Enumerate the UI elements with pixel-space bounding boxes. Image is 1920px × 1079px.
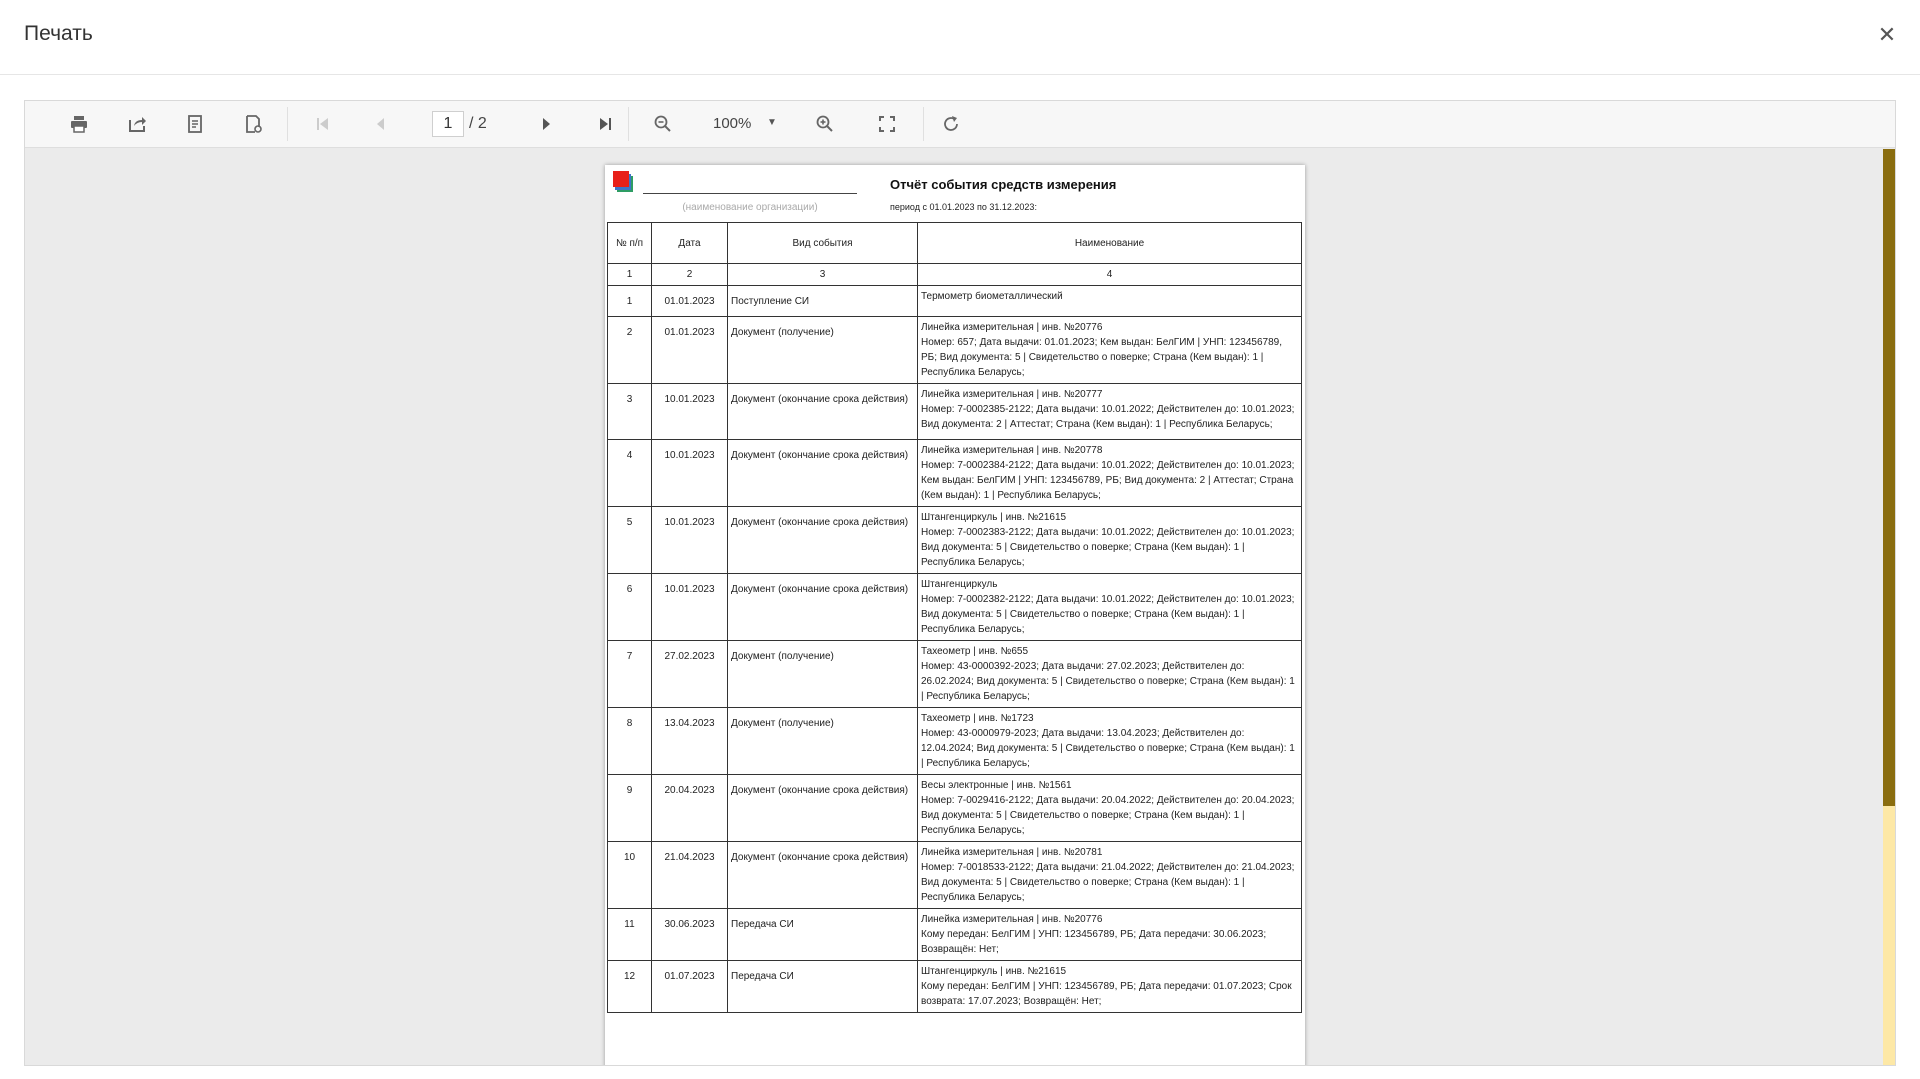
next-page-icon[interactable] [532, 110, 560, 138]
row-date: 01.01.2023 [652, 286, 728, 317]
row-number: 3 [608, 384, 652, 440]
table-row [608, 286, 1302, 317]
row-date: 01.07.2023 [652, 961, 728, 1013]
header-cell: Вид события [728, 223, 918, 264]
header-cell: Дата [652, 223, 728, 264]
header-cell: Наименование [918, 223, 1302, 264]
table-header-row [608, 223, 1302, 264]
report-period: период с 01.01.2023 по 31.12.2023: [890, 202, 1037, 212]
row-number: 7 [608, 641, 652, 708]
first-page-icon[interactable] [309, 110, 337, 138]
row-event-type: Документ (окончание срока действия) [728, 507, 918, 574]
row-number: 4 [608, 440, 652, 507]
toolbar-divider [287, 107, 288, 141]
column-number: 3 [728, 264, 918, 286]
print-icon[interactable] [65, 110, 93, 138]
row-date: 27.02.2023 [652, 641, 728, 708]
chevron-down-icon[interactable]: ▼ [767, 117, 777, 128]
scrollbar-thumb[interactable] [1883, 149, 1895, 806]
toolbar-divider [628, 107, 629, 141]
dialog-header [0, 0, 1920, 75]
last-page-icon[interactable] [591, 110, 619, 138]
org-caption: (наименование организации) [682, 202, 818, 213]
company-logo [613, 171, 635, 193]
row-event-type: Документ (окончание срока действия) [728, 574, 918, 641]
row-event-type: Документ (получение) [728, 641, 918, 708]
table-row [608, 440, 1302, 507]
row-date: 20.04.2023 [652, 775, 728, 842]
pdf-viewer [24, 100, 1896, 1066]
table-row [608, 384, 1302, 440]
row-date: 10.01.2023 [652, 574, 728, 641]
row-number: 2 [608, 317, 652, 384]
table-row [608, 574, 1302, 641]
row-name: Штангенциркуль | инв. №21615 Номер: 7-0002383-2122; Дата выдачи: 10.01.2022; Действителен до: 10.01.2023; Вид документа: 5 | Свидетельство о поверке; Страна (Кем выдан): 1 | Республика Беларусь; [918, 507, 1302, 574]
row-event-type: Документ (окончание срока действия) [728, 775, 918, 842]
row-name: Штангенциркуль | инв. №21615 Кому передан: БелГИМ | УНП: 123456789, РБ; Дата передачи: 01.07.2023; Срок возврата: 17.07.2023; Возвращён: Нет; [918, 961, 1302, 1013]
row-number: 6 [608, 574, 652, 641]
toolbar-divider [923, 107, 924, 141]
dialog-title: Печать [24, 22, 93, 45]
row-event-type: Документ (получение) [728, 317, 918, 384]
zoom-in-icon[interactable] [811, 110, 839, 138]
row-date: 10.01.2023 [652, 507, 728, 574]
column-number: 2 [652, 264, 728, 286]
column-number: 4 [918, 264, 1302, 286]
column-number: 1 [608, 264, 652, 286]
close-icon[interactable]: ✕ [1877, 22, 1897, 47]
row-number: 12 [608, 961, 652, 1013]
previous-page-icon[interactable] [367, 110, 395, 138]
report-table [607, 222, 1302, 1013]
table-row [608, 641, 1302, 708]
row-date: 10.01.2023 [652, 440, 728, 507]
row-name: Штангенциркуль Номер: 7-0002382-2122; Дата выдачи: 10.01.2022; Действителен до: 10.01.2023; Вид документа: 5 | Свидетельство о поверке; Страна (Кем выдан): 1 | Республика Беларусь; [918, 574, 1302, 641]
row-date: 10.01.2023 [652, 384, 728, 440]
row-date: 21.04.2023 [652, 842, 728, 909]
row-event-type: Поступление СИ [728, 286, 918, 317]
row-event-type: Документ (окончание срока действия) [728, 384, 918, 440]
row-name: Термометр биометаллический [918, 286, 1302, 317]
report-title: Отчёт события средств измерения [890, 177, 1117, 192]
org-name-line [643, 193, 857, 194]
row-number: 10 [608, 842, 652, 909]
refresh-icon[interactable] [937, 110, 965, 138]
table-row [608, 961, 1302, 1013]
row-name: Линейка измерительная | инв. №20781 Номер: 7-0018533-2122; Дата выдачи: 21.04.2022; Действителен до: 21.04.2023; Вид документа: 5 | Свидетельство о поверке; Страна (Кем выдан): 1 | Республика Беларусь; [918, 842, 1302, 909]
row-number: 11 [608, 909, 652, 961]
row-number: 8 [608, 708, 652, 775]
row-number: 9 [608, 775, 652, 842]
table-row [608, 507, 1302, 574]
row-name: Линейка измерительная | инв. №20776 Номер: 657; Дата выдачи: 01.01.2023; Кем выдан: БелГИМ | УНП: 123456789, РБ; Вид документа: 5 | Свидетельство о поверке; Страна (Кем выдан): 1 | Республика Беларусь; [918, 317, 1302, 384]
row-name: Тахеометр | инв. №1723 Номер: 43-0000979-2023; Дата выдачи: 13.04.2023; Действителен до: 12.04.2024; Вид документа: 5 | Свидетельство о поверке; Страна (Кем выдан): 1 | Республика Беларусь; [918, 708, 1302, 775]
table-row [608, 708, 1302, 775]
table-row [608, 317, 1302, 384]
row-name: Линейка измерительная | инв. №20777 Номер: 7-0002385-2122; Дата выдачи: 10.01.2022; Действителен до: 10.01.2023; Вид документа: 2 | Аттестат; Страна (Кем выдан): 1 | Республика Беларусь; [918, 384, 1302, 440]
row-number: 5 [608, 507, 652, 574]
table-row [608, 909, 1302, 961]
zoom-out-icon[interactable] [649, 110, 677, 138]
zoom-level[interactable]: 100% [713, 115, 752, 132]
row-name: Тахеометр | инв. №655 Номер: 43-0000392-2023; Дата выдачи: 27.02.2023; Действителен до: 26.02.2024; Вид документа: 5 | Свидетельство о поверке; Страна (Кем выдан): 1 | Республика Беларусь; [918, 641, 1302, 708]
fullscreen-icon[interactable] [873, 110, 901, 138]
row-date: 13.04.2023 [652, 708, 728, 775]
row-event-type: Документ (окончание срока действия) [728, 842, 918, 909]
table-row [608, 842, 1302, 909]
row-date: 30.06.2023 [652, 909, 728, 961]
row-event-type: Передача СИ [728, 909, 918, 961]
row-event-type: Передача СИ [728, 961, 918, 1013]
row-name: Линейка измерительная | инв. №20778 Номер: 7-0002384-2122; Дата выдачи: 10.01.2022; Действителен до: 10.01.2023; Кем выдан: БелГИМ | УНП: 123456789, РБ; Вид документа: 2 | Аттестат; Страна (Кем выдан): 1 | Республика Беларусь; [918, 440, 1302, 507]
document-canvas [25, 149, 1895, 1066]
column-number-row [608, 264, 1302, 286]
document-icon[interactable] [181, 110, 209, 138]
export-icon[interactable] [123, 110, 151, 138]
row-date: 01.01.2023 [652, 317, 728, 384]
table-row [608, 775, 1302, 842]
row-event-type: Документ (окончание срока действия) [728, 440, 918, 507]
row-name: Весы электронные | инв. №1561 Номер: 7-0029416-2122; Дата выдачи: 20.04.2022; Действителен до: 20.04.2023; Вид документа: 5 | Свидетельство о поверке; Страна (Кем выдан): 1 | Республика Беларусь; [918, 775, 1302, 842]
row-name: Линейка измерительная | инв. №20776 Кому передан: БелГИМ | УНП: 123456789, РБ; Дата передачи: 30.06.2023; Возвращён: Нет; [918, 909, 1302, 961]
document-settings-icon[interactable] [239, 110, 267, 138]
row-number: 1 [608, 286, 652, 317]
page-number-input[interactable]: 1 [432, 111, 464, 137]
viewer-toolbar [25, 101, 1895, 148]
row-event-type: Документ (получение) [728, 708, 918, 775]
header-cell: № п/п [608, 223, 652, 264]
report-page [605, 165, 1305, 1066]
page-total: / 2 [469, 115, 487, 132]
